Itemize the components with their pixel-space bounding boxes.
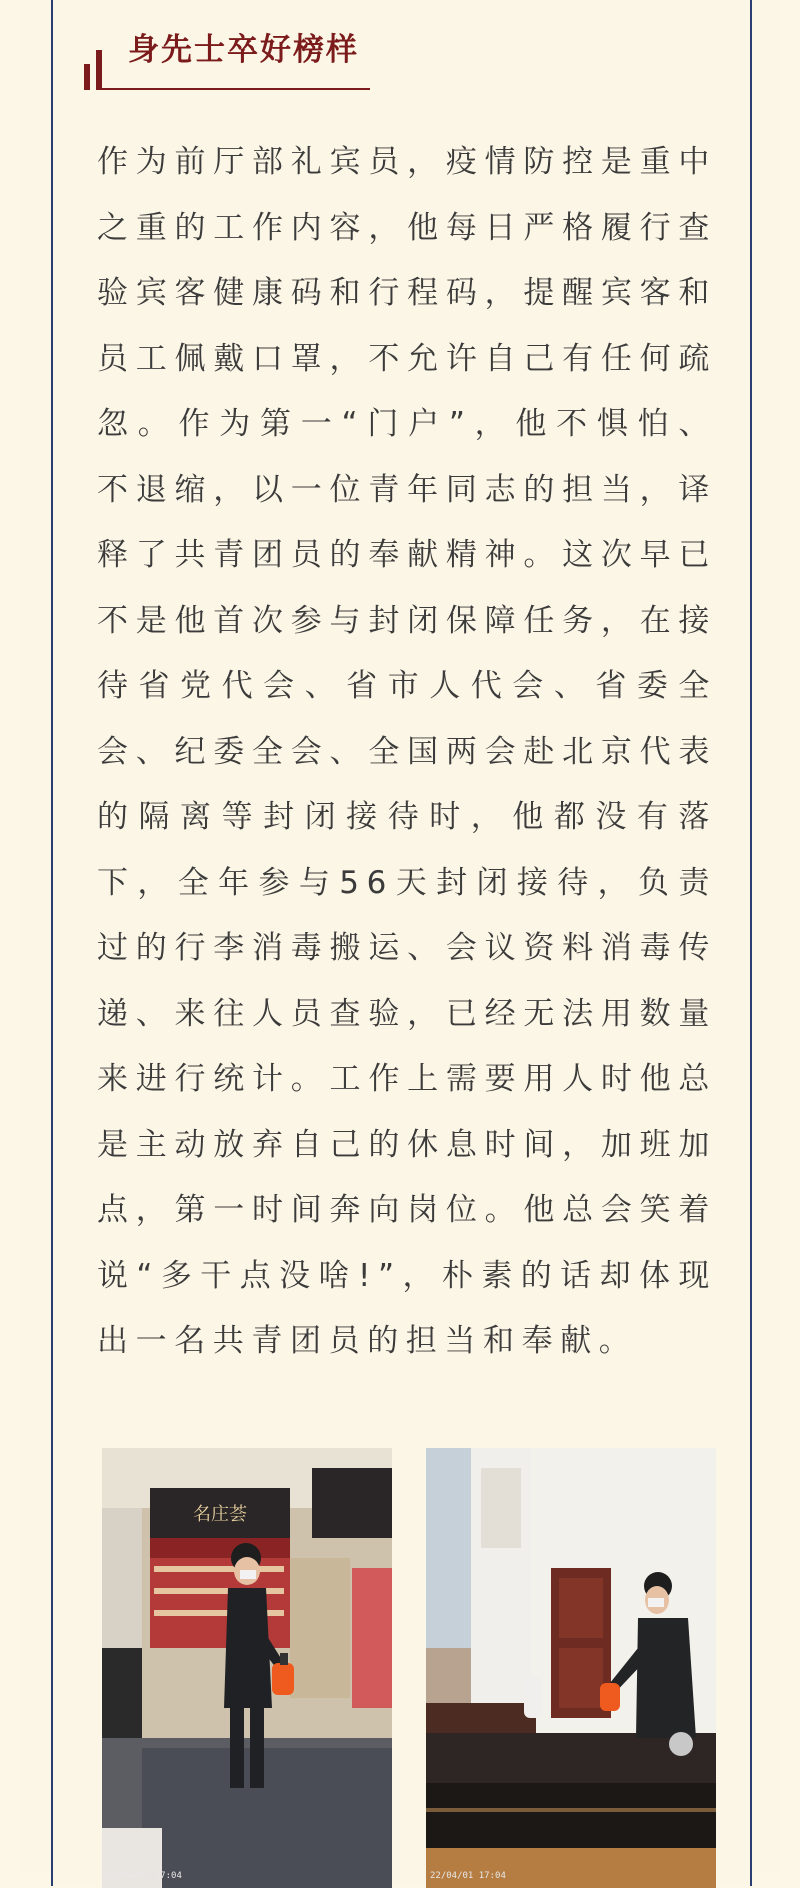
section-heading <box>84 14 370 84</box>
photo-desk-disinfection <box>426 1448 716 1888</box>
svg-text:22/04/01 17:04: 22/04/01 17:04 <box>430 1871 506 1881</box>
photo-lobby-disinfection <box>102 1448 392 1888</box>
svg-text:名庄荟: 名庄荟 <box>193 1504 247 1525</box>
heading-accent-bar <box>84 64 90 90</box>
article-paragraph: 作为前厅部礼宾员，疫情防控是重中之重的工作内容，他每日严格履行查验宾客健康码和行程码，提醒宾客和员工佩戴口罩，不允许自己有任何疏忽。作为第一“门户”，他不惧怕、不退缩，以一位青年同志的担当，译释了共青团员的奉献精神。这次早已不是他首次参与封闭保障任务，在接待省党代会、省市人代会、省委全会、纪委全会、全国两会赴北京代表的隔离等封闭接待时，他都没有落下，全年参与56天封闭接待，负责过的行李消毒搬运、会议资料消毒传递、来往人员查验，已经无法用数量来进行统计。工作上需要用人时他总是主动放弃自己的休息时间，加班加点，第一时间奔向岗位。他总会笑着说“多干点没啥!”，朴素的话却体现出一名共青团员的担当和奉献。 <box>97 144 717 1359</box>
heading-accent-bar <box>96 50 102 90</box>
heading-title: 身先士卒好榜样 <box>128 32 359 68</box>
heading-underline <box>96 88 370 90</box>
svg-text:22/04/01 17:04: 22/04/01 17:04 <box>106 1871 182 1881</box>
